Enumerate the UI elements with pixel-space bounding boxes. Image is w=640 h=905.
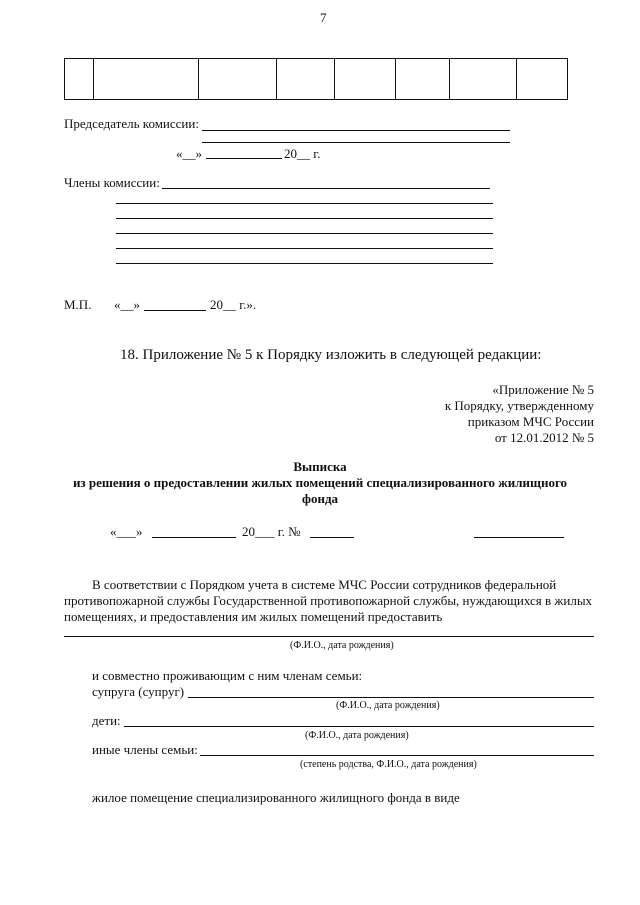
table-cell	[277, 59, 335, 100]
extract-date-day: «___»	[110, 524, 143, 539]
table-cell	[198, 59, 277, 100]
paragraph-line3: помещениях, и предоставления им жилых помещений предоставить	[64, 609, 443, 624]
extract-extra-line[interactable]	[474, 537, 564, 538]
table-fragment	[64, 58, 568, 100]
appendix-ref-line1: «Приложение № 5	[492, 382, 594, 397]
table-cell	[335, 59, 396, 100]
seal-date-year: 20__ г.».	[210, 297, 257, 312]
chairman-signature-line[interactable]	[202, 130, 510, 131]
extract-date-year-number: 20___ г. №	[242, 524, 301, 539]
member-line[interactable]	[116, 218, 493, 219]
children-label: дети:	[92, 713, 121, 728]
extract-title: Выписка	[293, 459, 347, 474]
page-number: 7	[320, 10, 327, 25]
member-line[interactable]	[162, 188, 490, 189]
table-cell	[516, 59, 567, 100]
recipient-fio-line[interactable]	[64, 636, 594, 637]
table-cell	[450, 59, 517, 100]
paragraph-line1: В соответствии с Порядком учета в системе МЧС России сотрудников федеральной	[92, 577, 557, 592]
appendix-ref-line3: приказом МЧС России	[467, 414, 594, 429]
caption-spouse: (Ф.И.О., дата рождения)	[336, 700, 440, 711]
housing-line: жилое помещение специализированного жилищного фонда в виде	[92, 790, 460, 805]
caption-fio-birth: (Ф.И.О., дата рождения)	[290, 640, 394, 651]
extract-subtitle-line1: из решения о предоставлении жилых помещений специализированного жилищного	[72, 475, 568, 490]
extract-subtitle-line2: фонда	[301, 491, 339, 506]
chairman-label: Председатель комиссии:	[64, 116, 199, 131]
item-18: 18. Приложение № 5 к Порядку изложить в следующей редакции:	[120, 347, 542, 363]
extract-number-line[interactable]	[310, 537, 354, 538]
family-intro: и совместно проживающим с ним членам семьи:	[92, 668, 363, 683]
other-members-label: иные члены семьи:	[92, 742, 198, 757]
spouse-label: супруга (супруг)	[92, 684, 185, 699]
table-cell	[65, 59, 94, 100]
chairman-date-day: «__»	[176, 146, 202, 161]
paragraph-line2: противопожарной службы Государственной противопожарной службы, нуждающихся в жилых	[64, 593, 593, 608]
extract-date-month-line[interactable]	[152, 537, 236, 538]
table-cell	[94, 59, 198, 100]
member-line[interactable]	[116, 203, 493, 204]
members-label: Члены комиссии:	[64, 175, 160, 190]
table-cell	[396, 59, 450, 100]
chairman-signature-line-2[interactable]	[202, 142, 510, 143]
caption-other: (степень родства, Ф.И.О., дата рождения)	[300, 759, 477, 770]
chairman-date-year: 20__ г.	[284, 146, 321, 161]
chairman-date-month-line[interactable]	[206, 158, 282, 159]
member-line[interactable]	[116, 263, 493, 264]
spouse-line[interactable]	[188, 697, 594, 698]
appendix-ref-line2: к Порядку, утвержденному	[444, 398, 594, 413]
other-members-line[interactable]	[200, 755, 594, 756]
seal-date-month-line[interactable]	[144, 310, 206, 311]
caption-children: (Ф.И.О., дата рождения)	[305, 730, 409, 741]
member-line[interactable]	[116, 233, 493, 234]
children-line[interactable]	[124, 726, 594, 727]
appendix-ref-line4: от 12.01.2012 № 5	[494, 430, 594, 445]
seal-label: М.П.	[64, 297, 92, 312]
seal-date-day: «__»	[114, 297, 140, 312]
member-line[interactable]	[116, 248, 493, 249]
